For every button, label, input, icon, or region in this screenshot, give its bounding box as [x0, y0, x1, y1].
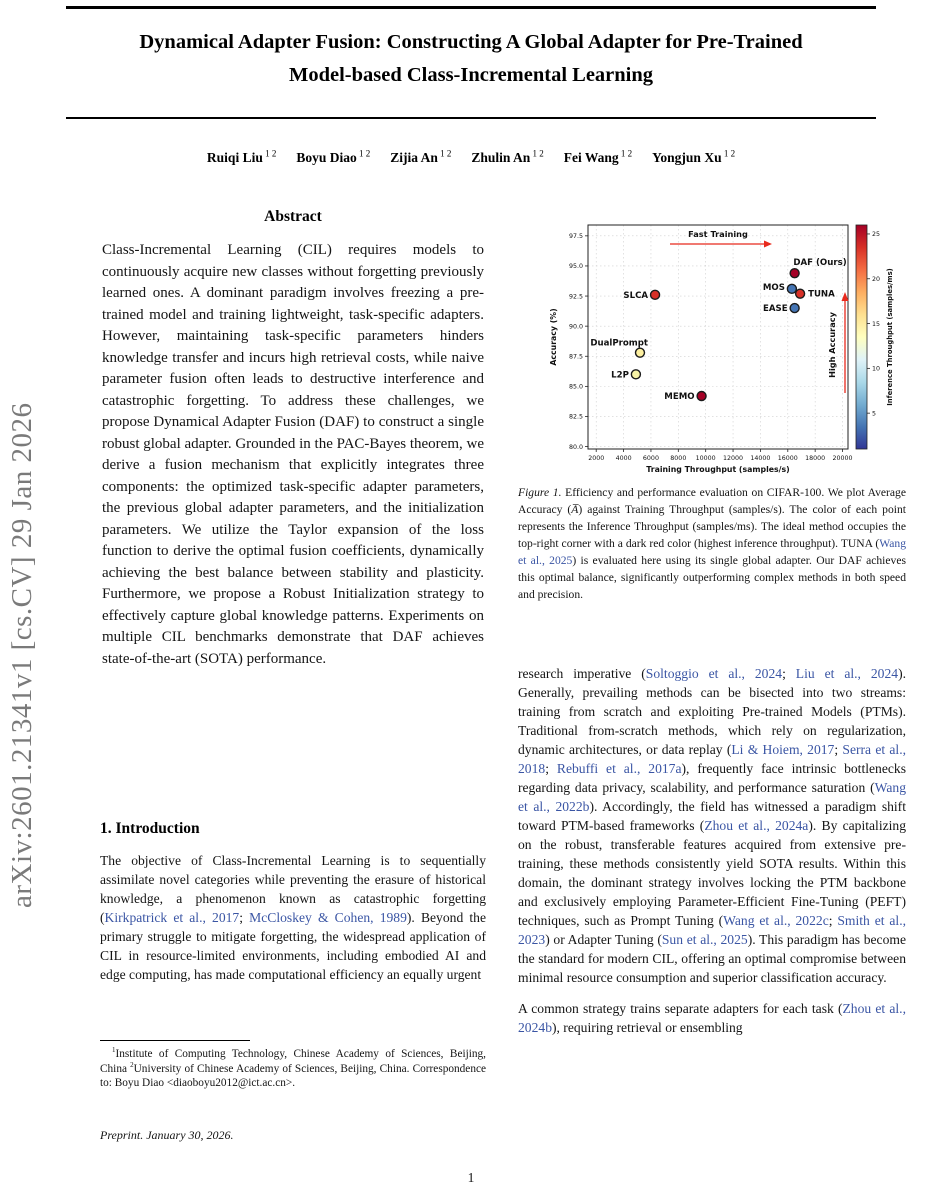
svg-text:18000: 18000 [805, 455, 826, 462]
text-segment: ). Beyond the primary struggle to mitigate forgetting, the widespread application of CIL in resource-limited environments, including embodied AI and edge computing, has made computational efficiency an equally urgent [100, 910, 486, 982]
text-segment: ; [782, 666, 796, 681]
text-segment: ; [239, 910, 250, 925]
svg-text:5: 5 [872, 410, 877, 418]
svg-text:SLCA: SLCA [623, 290, 649, 301]
citation-link[interactable]: Liu et al., 2024 [795, 666, 899, 681]
svg-text:14000: 14000 [750, 455, 771, 462]
svg-text:15: 15 [872, 320, 881, 328]
citation-link[interactable]: McCloskey & Cohen, 1989 [249, 910, 407, 925]
citation-link[interactable]: Zhou et al., 2024b [518, 1001, 906, 1035]
svg-text:2000: 2000 [588, 455, 605, 462]
arxiv-watermark: arXiv:2601.21341v1 [cs.CV] 29 Jan 2026 [6, 402, 38, 908]
text-segment: ). This paradigm has become the standard for modern CIL, offering an optimal compromise between minimal resource consumption and superior classification accuracy. [518, 932, 906, 985]
text-segment: University of Chinese Academy of Sciences, Beijing, China. Correspondence to: Boyu Diao <diaoboyu2012@ict.ac.cn>. [100, 1062, 487, 1090]
body-paragraph-1 [518, 664, 906, 987]
svg-text:L2P: L2P [611, 370, 629, 381]
abstract-section [100, 208, 486, 670]
svg-text:High Accuracy: High Accuracy [827, 312, 837, 378]
svg-text:90.0: 90.0 [568, 323, 583, 331]
svg-text:Training Throughput (samples/s: Training Throughput (samples/s) [646, 465, 790, 474]
title-line-1: Dynamical Adapter Fusion: Constructing A Global Adapter for Pre-Trained [139, 31, 803, 53]
citation-link[interactable]: Zhou et al., 2024a [704, 818, 809, 833]
svg-text:20: 20 [872, 275, 881, 283]
svg-text:12000: 12000 [723, 455, 744, 462]
text-segment: ). Generally, prevailing methods can be bisected into two streams: training from scratch and exploiting Pre-trained Models (PTMs). Traditional from-scratch methods, which rely on regularization, dynamic architectures, or data replay ( [518, 666, 906, 757]
text-segment: ; [828, 913, 838, 928]
top-rule [66, 6, 876, 9]
svg-text:6000: 6000 [642, 455, 659, 462]
svg-text:Accuracy (%): Accuracy (%) [549, 308, 558, 366]
figure1-chart [518, 205, 906, 477]
svg-text:92.5: 92.5 [568, 293, 583, 301]
svg-text:20000: 20000 [832, 455, 853, 462]
svg-text:80.0: 80.0 [568, 443, 583, 451]
text-segment: ), frequently face intrinsic bottlenecks regarding data privacy, scalability, and performance saturation ( [518, 761, 906, 795]
text-segment: Institute of Computing Technology, Chinese Academy of Sciences, Beijing, China [100, 1048, 486, 1075]
text-segment: ) or Adapter Tuning ( [545, 932, 662, 947]
title-line-2: Model-based Class-Incremental Learning [288, 64, 654, 86]
text-segment: ) against Training Throughput (samples/s). The color of each point represents the Inference Throughput (samples/ms). The ideal method occupies the top-right corner with a dark red color (highest inference throughput). TUNA ( [518, 503, 906, 550]
svg-text:DAF (Ours): DAF (Ours) [793, 258, 847, 269]
citation-link[interactable]: Serra et al., 2018 [518, 742, 906, 776]
citation-link[interactable]: Smith et al., 2023 [518, 913, 906, 947]
author: Zijia An $^{1 2}$ [390, 148, 452, 165]
text-segment: ), requiring retrieval or ensembling [551, 1020, 743, 1035]
introduction-paragraph [100, 851, 486, 984]
affiliation-footnote [100, 1040, 486, 1091]
figure1-caption [518, 484, 906, 603]
svg-text:85.0: 85.0 [568, 383, 583, 391]
text-segment: A common strategy trains separate adapters for each task ( [518, 1001, 843, 1016]
citation-link[interactable]: Wang et al., 2025 [518, 537, 906, 567]
svg-text:16000: 16000 [777, 455, 798, 462]
svg-text:TUNA: TUNA [808, 289, 835, 300]
text-segment: ; [545, 761, 557, 776]
text-segment: ). Accordingly, the field has witnessed a paradigm shift toward PTM-based frameworks ( [518, 799, 906, 833]
svg-text:10000: 10000 [695, 455, 716, 462]
text-segment: The objective of Class-Incremental Learning is to sequentially assimilate novel categories while preventing the erasure of historical knowledge, a phenomenon known as catastrophic forgetting ( [100, 853, 486, 925]
author: Zhulin An $^{1 2}$ [471, 148, 544, 165]
abstract-heading: Abstract [264, 208, 322, 225]
page-number: 1 [467, 1170, 475, 1185]
author-list [66, 148, 876, 166]
paper-title [66, 26, 876, 92]
body-paragraph-2 [518, 999, 906, 1037]
introduction-heading: 1. Introduction [100, 820, 200, 837]
svg-text:82.5: 82.5 [568, 413, 583, 421]
svg-text:25: 25 [872, 231, 881, 239]
svg-text:10: 10 [872, 365, 881, 373]
svg-text:DualPrompt: DualPrompt [590, 338, 648, 349]
citation-link[interactable]: Li & Hoiem, 2017 [731, 742, 835, 757]
svg-text:Inference Throughput (samples/: Inference Throughput (samples/ms) [886, 268, 894, 406]
svg-text:87.5: 87.5 [568, 353, 583, 361]
title-rule [66, 117, 876, 119]
text-segment: Figure 1. [518, 486, 562, 499]
author: Boyu Diao $^{1 2}$ [296, 148, 371, 165]
svg-text:8000: 8000 [670, 455, 687, 462]
svg-text:MOS: MOS [762, 282, 785, 293]
svg-text:97.5: 97.5 [568, 233, 583, 241]
svg-text:95.0: 95.0 [568, 263, 583, 271]
citation-link[interactable]: Kirkpatrick et al., 2017 [104, 910, 240, 925]
text-segment: ). By capitalizing on the robust, transferable features acquired from extensive pre-training, these methods consistently yield SOTA results. Within this domain, the dominant strategy involves locking the PTM backbone and exclusively employing Parameter-Efficient Fine-Tuning (PEFT) techniques, such as Prompt Tuning ( [518, 818, 906, 928]
footnote-rule [100, 1040, 250, 1041]
introduction-section [100, 820, 486, 984]
svg-text:MEMO: MEMO [664, 392, 695, 403]
figure-1 [518, 205, 906, 603]
text-segment: ; [834, 742, 843, 757]
author: Ruiqi Liu $^{1 2}$ [206, 148, 277, 165]
right-column-body [518, 664, 906, 1037]
author: Yongjun Xu $^{1 2}$ [652, 148, 736, 165]
citation-link[interactable]: Wang et al., 2022c [723, 913, 829, 928]
text-segment: Efficiency and performance evaluation on CIFAR-100. We plot Average Accuracy ( [518, 486, 906, 516]
citation-link[interactable]: Soltoggio et al., 2024 [645, 666, 783, 681]
footnote-text [100, 1047, 486, 1091]
text-segment: research imperative ( [518, 666, 646, 681]
abstract-text: Class-Incremental Learning (CIL) requires models to continuously acquire new classes without forgetting previously learned ones. A dominant paradigm involves freezing a pre-trained model and training lightweight, task-specific adapters. However, maintaining task-specific parameters hinders knowledge transfer and incurs high retrieval costs, while naive parameter fusion often leads to destructive interference and catastrophic forgetting. To address these challenges, we propose Dynamical Adapter Fusion (DAF) to construct a single robust global adapter. Grounded in the PAC-Bayes theorem, we derive a fusion mechanism that explicitly integrates three components: the optimized task-specific adapter parameters, the previous global adapter parameters, and the initialization parameters. We utilize the Taylor expansion of the loss function to derive the optimal fusion coefficients, dynamically achieving the best balance between stability and plasticity. Furthermore, we propose a Robust Initialization strategy to effectively capture global knowledge patterns. Experiments on multiple CIL benchmarks demonstrate that DAF achieves state-of-the-art (SOTA) performance. [102, 242, 484, 667]
svg-text:EASE: EASE [763, 304, 788, 315]
text-segment: A̅ [571, 503, 579, 516]
text-segment: 2 [130, 1060, 134, 1069]
svg-text:Fast Training: Fast Training [688, 229, 748, 239]
citation-link[interactable]: Sun et al., 2025 [661, 932, 748, 947]
text-segment: 1 [112, 1046, 116, 1055]
preprint-note: Preprint. January 30, 2026. [100, 1128, 234, 1142]
citation-link[interactable]: Wang et al., 2022b [518, 780, 906, 814]
text-segment: ) is evaluated here using its single global adapter. Our DAF achieves this optimal balance, significantly outperforming complex methods in both speed and precision. [518, 554, 906, 601]
citation-link[interactable]: Rebuffi et al., 2017a [556, 761, 682, 776]
author: Fei Wang $^{1 2}$ [563, 148, 633, 165]
svg-text:4000: 4000 [615, 455, 632, 462]
